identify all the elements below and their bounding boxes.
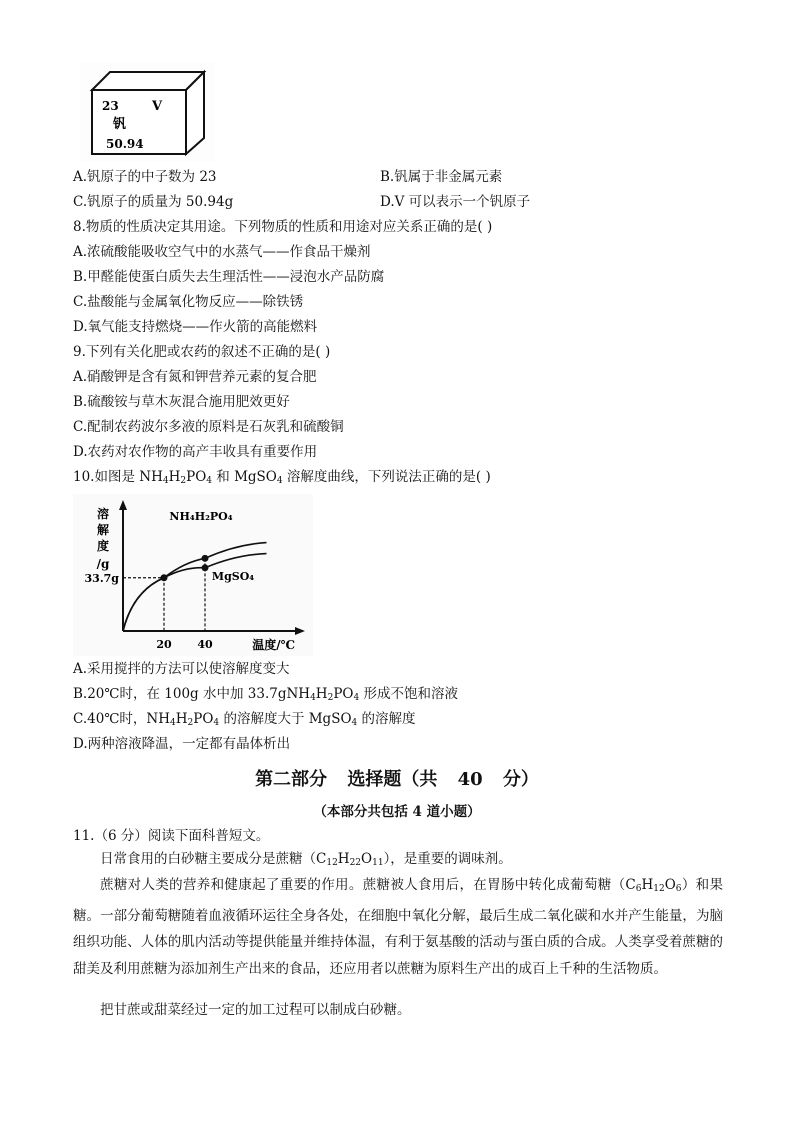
q9-stem: 9.下列有关化肥或农药的叙述不正确的是( ) <box>73 344 331 360</box>
q11-stem: 11.（6 分）阅读下面科普短文。 <box>73 828 270 844</box>
mgso4-series-label: MgSO₄ <box>211 570 255 583</box>
q8-option-c: C.盐酸能与金属氧化物反应——除铁锈 <box>73 294 304 310</box>
q7-option-a: A.钒原子的中子数为 23 <box>73 169 217 185</box>
q10-stem: 10.如图是 $NH_4H_2PO_4$ 和 MgSO$_4$ 溶解度曲线，下列说法正确的是( ) <box>73 469 491 486</box>
q10-option-b: B.20℃时，在 100g 水中加 $33.7gNH_4H_2PO_4$ 形成不饱和溶液 <box>73 686 458 703</box>
solubility-chart <box>73 494 313 656</box>
q8-option-b: B.甲醛能使蛋白质失去生理活性——浸泡水产品防腐 <box>73 269 385 285</box>
q8-option-d: D.氧气能支持燃烧——作火箭的高能燃料 <box>73 319 318 335</box>
q9-option-d: D.农药对农作物的高产丰收具有重要作用 <box>73 444 318 460</box>
nh4h2po4-point-40 <box>202 555 209 562</box>
q9-option-a: A.硝酸钾是含有氮和钾营养元素的复合肥 <box>73 369 317 385</box>
section-title: 第二部分 选择题（共 40 分） <box>255 769 539 790</box>
q9-option-b: B.硫酸铵与草木灰混合施用肥效更好 <box>73 394 290 410</box>
q11-paragraph-1: 日常食用的白砂糖主要成分是蔗糖$(C_{12}H_{22}O_{11})$，是重要的调味剂。 <box>100 851 512 868</box>
q10-option-c: C.40℃时，$NH_4H_2PO_4$ 的溶解度大于 MgSO$_4$ 的溶解度 <box>73 711 416 728</box>
q8-stem: 8.物质的性质决定其用途。下列物质的性质和用途对应关系正确的是( ) <box>73 219 493 235</box>
y-axis-label-unit: /g <box>96 557 110 571</box>
element-card <box>80 62 215 162</box>
mgso4-point-40 <box>202 564 209 571</box>
x-tick-label: 20 <box>156 638 172 651</box>
element-symbol: V <box>152 99 163 114</box>
q11-paragraph-2: 蔗糖对人类的营养和健康起了重要的作用。蔗糖被人食用后，在胃肠中转化成葡萄糖$(C_6H_{12}O_6)$和果糖。一部分葡萄糖随着血液循环运往全身各处，在细胞中氧化分解，最后生成二氧化碳和水并产生能量，为脑组织功能、人体的肌内活动等提供能量并维持体温，有利于氨基酸的活动与蛋白质的合成。人类享受着蔗糖的甜美及利用蔗糖为添加剂生产出来的食品，还应用者以蔗糖为原料生产出的成百上千种的生活物质。 <box>73 877 723 977</box>
q7-option-d: D.V 可以表示一个钒原子 <box>380 194 531 210</box>
q11-paragraph-3: 把甘蔗或甜菜经过一定的加工过程可以制成白砂糖。 <box>100 1002 411 1018</box>
y-axis-label-char: 度 <box>96 539 110 553</box>
y-tick-label: 33.7g <box>84 571 119 585</box>
q7-option-c: C.钒原子的质量为 50.94g <box>73 194 234 210</box>
q10-option-d: D.两种溶液降温，一定都有晶体析出 <box>73 736 291 752</box>
y-axis-label-char: 解 <box>96 523 110 537</box>
y-axis-label-char: 溶 <box>96 507 110 521</box>
q8-option-a: A.浓硫酸能吸收空气中的水蒸气——作食品干燥剂 <box>73 244 371 260</box>
element-mass: 50.94 <box>106 137 144 151</box>
q9-option-c: C.配制农药波尔多液的原料是石灰乳和硫酸铜 <box>73 419 344 435</box>
intersection-point-20 <box>161 574 168 581</box>
element-name: 钒 <box>113 117 127 132</box>
q10-option-a: A.采用搅拌的方法可以使溶解度变大 <box>73 661 290 677</box>
q7-option-b: B.钒属于非金属元素 <box>380 169 503 185</box>
nh4h2po4-series-label: NH₄H₂PO₄ <box>169 510 233 523</box>
x-axis-label: 温度/℃ <box>252 638 295 652</box>
section-subtitle: （本部分共包括 4 道小题） <box>313 804 481 820</box>
x-tick-label: 40 <box>197 638 213 651</box>
element-number: 23 <box>102 99 119 113</box>
